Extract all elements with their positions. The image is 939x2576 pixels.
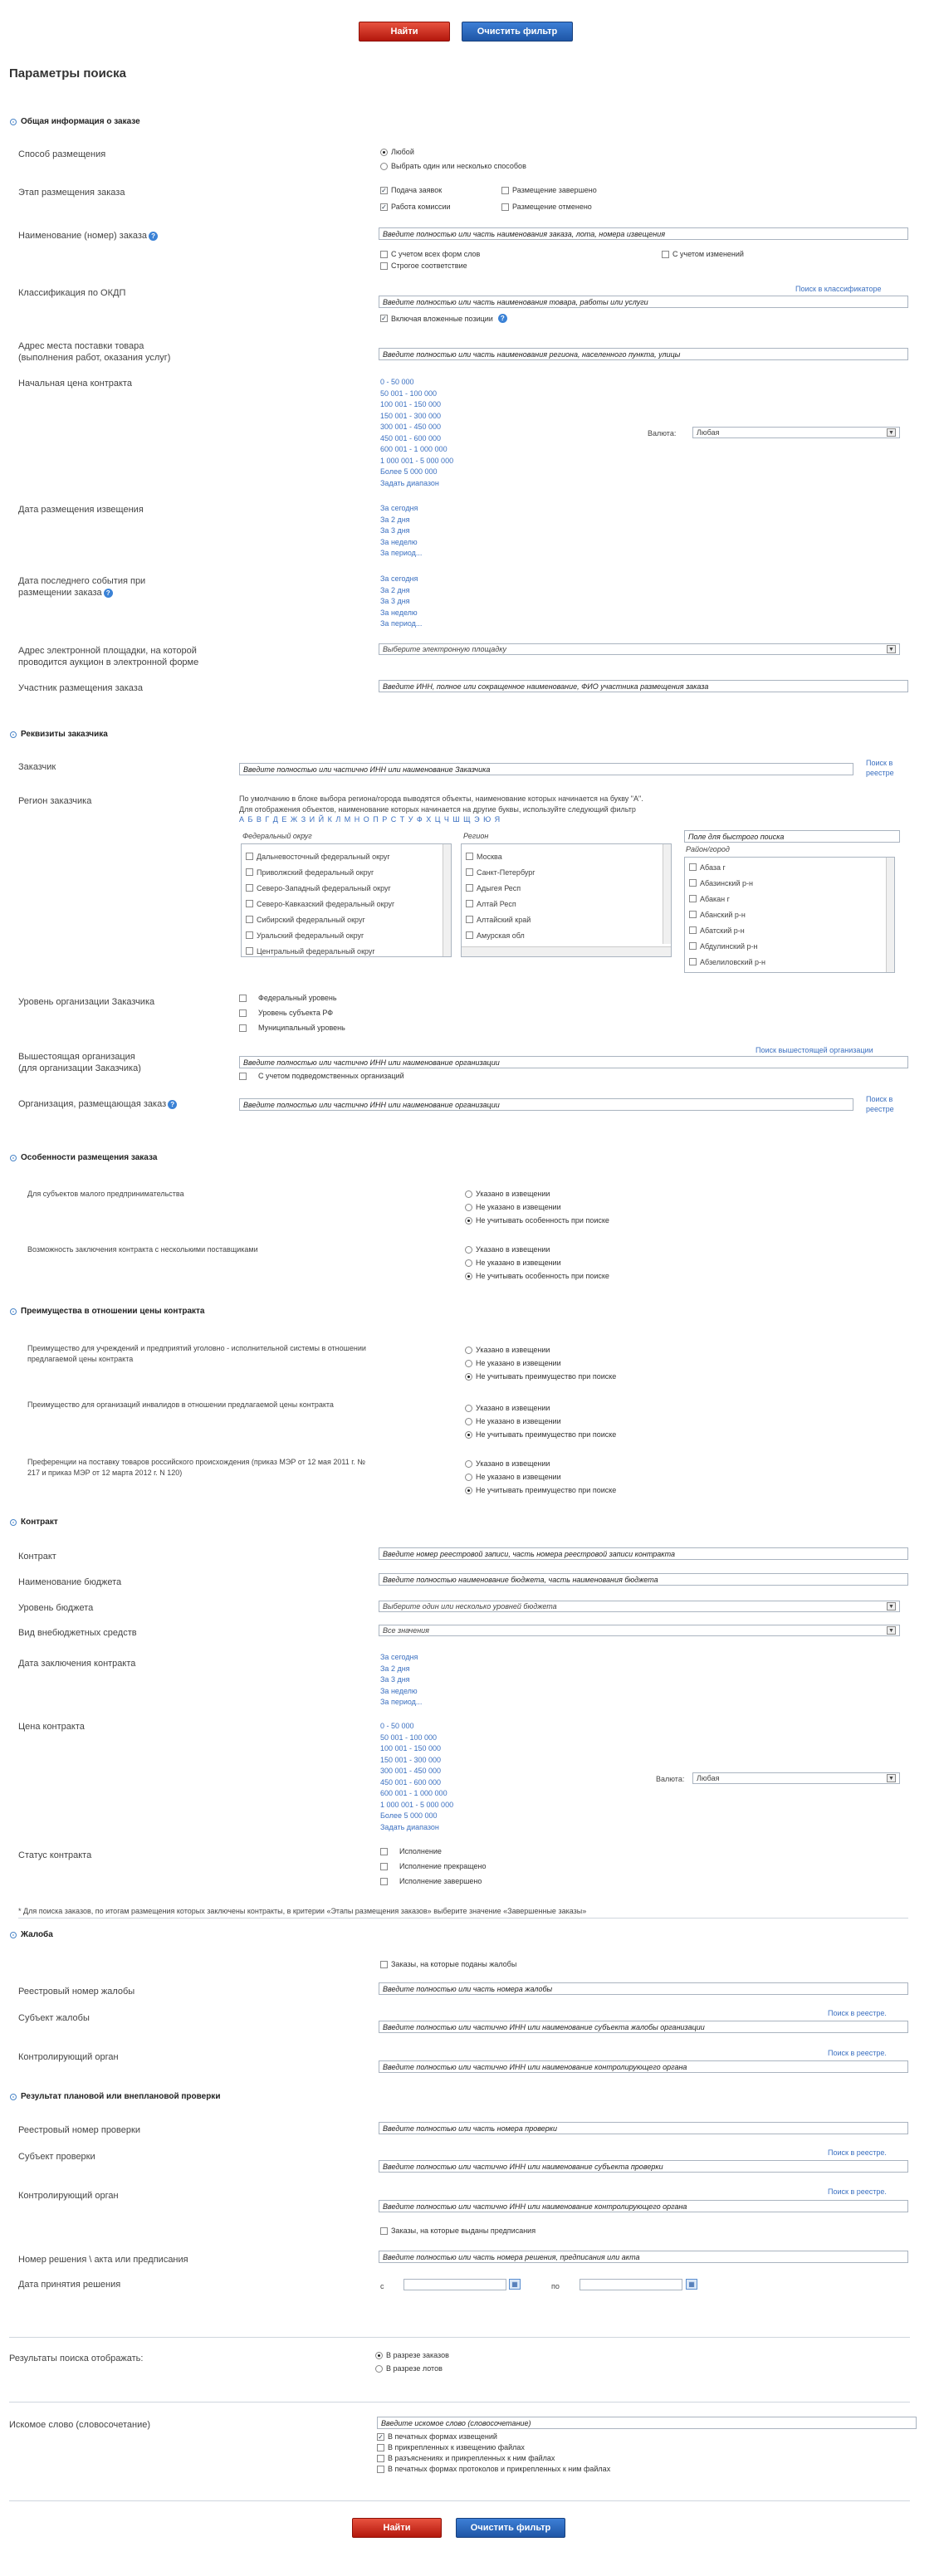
range-link[interactable]: За неделю (380, 1686, 418, 1695)
customer-label: Заказчик (18, 762, 56, 772)
strict-match-checkbox[interactable]: Строгое соответствие (380, 262, 467, 270)
option-radio[interactable]: Не учитывать особенность при поиске (465, 1269, 609, 1283)
chevron-down-icon: ▼ (887, 1602, 896, 1611)
complaint-authority-label: Контролирующий орган (18, 2052, 119, 2062)
participant-label: Участник размещения заказа (18, 683, 143, 693)
region-label: Регион заказчика (18, 796, 92, 806)
penal-advantage-radios (465, 1343, 616, 1383)
divider (9, 2500, 910, 2501)
complaint-authority-registry-link[interactable]: Поиск в реестре. (828, 2049, 887, 2057)
calendar-icon[interactable]: ▦ (509, 2279, 521, 2290)
extra-budget-label: Вид внебюджетных средств (18, 1628, 137, 1638)
keyword-label: Искомое слово (словосочетание) (9, 2420, 151, 2430)
collapse-icon: - (10, 1308, 17, 1315)
extra-budget-select[interactable]: Все значения ▼ (379, 1625, 900, 1636)
stage-cancelled-checkbox[interactable]: Размещение отменено (501, 203, 592, 211)
price-range-list (380, 377, 453, 489)
level-municipal-checkbox[interactable]: Муниципальный уровень (239, 1024, 345, 1032)
region-note-2: Для отображения объектов, наименование которых начинается на другие буквы, используйте следующий фильтр (239, 805, 636, 814)
region-item[interactable]: Москва (462, 848, 671, 864)
option-radio[interactable]: Не указано в извещении (465, 1415, 616, 1428)
chevron-down-icon: ▼ (887, 428, 896, 437)
complaint-subject-label: Субъект жалобы (18, 2013, 90, 2023)
find-button-top[interactable]: Найти (359, 22, 450, 42)
section-inspection-header[interactable]: - Результат плановой или внеплановой проверки (10, 2092, 220, 2101)
section-advantages-header[interactable]: - Преимущества в отношении цены контракта (10, 1307, 204, 1316)
range-link[interactable]: 450 001 - 600 000 (380, 1777, 442, 1787)
order-name-label: Наименование (номер) заказа ? (18, 231, 158, 241)
option-radio[interactable]: Указано в извещении (465, 1457, 616, 1470)
option-radio[interactable]: Указано в извещении (465, 1401, 616, 1415)
region-list[interactable] (461, 843, 672, 957)
scrollbar[interactable] (663, 844, 671, 944)
placement-any-radio[interactable]: Любой (380, 148, 414, 156)
city-item[interactable]: Абаза г (685, 859, 894, 875)
placement-select-radio[interactable]: Выбрать один или несколько способов (380, 162, 526, 170)
inspection-authority-label: Контролирующий орган (18, 2191, 119, 2201)
inspection-number-input[interactable]: Введите полностью или часть номера проверки (379, 2122, 908, 2134)
participant-input[interactable]: Введите ИНН, полное или сокращенное наименование, ФИО участника размещения заказа (379, 680, 908, 692)
horizontal-scrollbar[interactable] (462, 946, 671, 956)
divider (9, 2337, 910, 2338)
status-completed-checkbox[interactable]: Исполнение завершено (380, 1877, 482, 1885)
federal-district-header: Федеральный округ (242, 832, 312, 840)
region-item[interactable]: Амурская обл (462, 927, 671, 943)
city-item[interactable]: Абанский р-н (685, 907, 894, 922)
city-item[interactable]: Абзелиловский р-н (685, 954, 894, 970)
page-title: Параметры поиска (9, 66, 126, 81)
range-link[interactable]: За период... (380, 1698, 423, 1706)
help-icon[interactable]: ? (168, 1100, 177, 1109)
customer-registry-link[interactable]: Поиск в реестре (866, 759, 894, 777)
range-link[interactable]: За период... (380, 619, 423, 628)
contract-label: Контракт (18, 1552, 56, 1562)
clear-filter-button-top[interactable]: Очистить фильтр (462, 22, 573, 42)
range-link[interactable]: За сегодня (380, 1653, 418, 1661)
range-link[interactable]: За 2 дня (380, 515, 410, 524)
currency-label-2: Валюта: (656, 1775, 685, 1783)
range-link[interactable]: За неделю (380, 608, 418, 617)
address-label: Адрес места поставки товара (выполнения работ, оказания услуг) (18, 341, 171, 363)
inspection-subject-input[interactable]: Введите полностью или частично ИНН или наименование субъекта проверки (379, 2160, 908, 2173)
city-item[interactable]: Абдулинский р-н (685, 938, 894, 954)
collapse-icon: - (10, 1519, 17, 1526)
budget-level-label: Уровень бюджета (18, 1603, 94, 1613)
alphabet-filter[interactable]: А Б В Г Д Е Ж З И Й К Л М Н О П Р С Т У Ф Х Ц Ч Ш Щ Э Ю Я (239, 815, 501, 824)
city-item[interactable]: Абатский р-н (685, 922, 894, 938)
federal-district-item[interactable]: Приволжский федеральный округ (242, 864, 451, 880)
stage-commission-checkbox[interactable]: ✓ Работа комиссии (381, 203, 451, 211)
inspection-authority-input[interactable]: Введите полностью или частично ИНН или наименование контролирующего органа (379, 2200, 908, 2212)
option-radio[interactable]: Указано в извещении (465, 1243, 609, 1256)
range-link[interactable]: 600 001 - 1 000 000 (380, 445, 447, 453)
date-to-label: по (551, 2282, 560, 2290)
budget-level-select[interactable]: Выберите один или несколько уровней бюджета ▼ (379, 1601, 900, 1612)
option-radio[interactable]: Не указано в извещении (465, 1200, 609, 1214)
contract-status-label: Статус контракта (18, 1850, 92, 1860)
option-radio[interactable]: Не учитывать особенность при поиске (465, 1214, 609, 1227)
currency-select[interactable]: Любая ▼ (692, 427, 900, 438)
range-link[interactable]: За 3 дня (380, 597, 410, 605)
kw-protocols-checkbox[interactable]: В печатных формах протоколов и прикрепленных к ним файлах (377, 2465, 610, 2473)
collapse-icon: - (10, 1932, 17, 1938)
clear-filter-button-bottom[interactable]: Очистить фильтр (456, 2518, 565, 2538)
chevron-down-icon: ▼ (887, 1626, 896, 1635)
range-link[interactable]: Задать диапазон (380, 1822, 439, 1831)
superior-org-label: Вышестоящая организация (для организации Заказчика) (18, 1052, 141, 1073)
small-business-label: Для субъектов малого предпринимательства (27, 1190, 184, 1198)
complaint-subject-input[interactable]: Введите полностью или частично ИНН или наименование субъекта жалобы организации (379, 2021, 908, 2033)
budget-name-input[interactable]: Введите полностью наименование бюджета, часть наименования бюджета (379, 1573, 908, 1586)
date-from-label: с (380, 2282, 384, 2290)
all-word-forms-checkbox[interactable]: С учетом всех форм слов (380, 250, 480, 258)
city-item[interactable]: Абакан г (685, 891, 894, 907)
multi-supplier-label: Возможность заключения контракта с несколькими поставщиками (27, 1245, 258, 1254)
prescriptions-only-checkbox[interactable]: Заказы, на которые выданы предписания (380, 2227, 536, 2235)
federal-district-list[interactable] (241, 843, 452, 957)
calendar-icon[interactable]: ▦ (686, 2279, 697, 2290)
address-input[interactable]: Введите полностью или часть наименования региона, населенного пункта, улицы (379, 348, 908, 360)
federal-district-item[interactable]: Центральный федеральный округ (242, 943, 451, 957)
chevron-down-icon: ▼ (887, 645, 896, 653)
russian-goods-label: Преференции на поставку товаров российского происхождения (приказ МЭР от 12 мая 2011 г. № 217 и приказ МЭР от 12 марта 2012 г. N 120) (27, 1458, 366, 1477)
superior-org-input[interactable]: Введите полностью или частично ИНН или наименование организации (239, 1056, 908, 1068)
last-event-label: Дата последнего события при размещении заказа ? (18, 576, 146, 598)
region-column-header: Регион (463, 832, 489, 840)
range-link[interactable]: 100 001 - 150 000 (380, 400, 442, 408)
inspection-authority-registry-link[interactable]: Поиск в реестре. (828, 2187, 887, 2196)
inspection-number-label: Реестровый номер проверки (18, 2125, 140, 2135)
option-radio[interactable]: Не указано в извещении (465, 1256, 609, 1269)
currency-label: Валюта: (648, 429, 677, 437)
range-link[interactable]: 50 001 - 100 000 (380, 1733, 438, 1742)
small-business-radios (465, 1187, 609, 1227)
section-features-header[interactable]: - Особенности размещения заказа (10, 1153, 157, 1162)
range-link[interactable]: За сегодня (380, 504, 418, 512)
org-level-label: Уровень организации Заказчика (18, 997, 155, 1007)
keyword-input[interactable]: Введите искомое слово (словосочетание) (377, 2417, 917, 2429)
chevron-down-icon: ▼ (887, 1774, 896, 1782)
kw-attached-files-checkbox[interactable]: В прикрепленных к извещению файлах (377, 2443, 525, 2451)
range-link[interactable]: 300 001 - 450 000 (380, 1767, 442, 1775)
order-name-input[interactable]: Введите полностью или часть наименования заказа, лота, номера извещения (379, 227, 908, 240)
federal-district-item[interactable]: Северо-Западный федеральный округ (242, 880, 451, 896)
collapse-icon: - (10, 119, 17, 125)
penal-advantage-label: Преимущество для учреждений и предприятий уголовно - исполнительной системы в отношении предлагаемой цены контракта (27, 1344, 366, 1363)
level-subject-checkbox[interactable]: Уровень субъекта РФ (239, 1009, 333, 1017)
contract-date-label: Дата заключения контракта (18, 1659, 136, 1669)
help-icon[interactable]: ? (498, 314, 507, 323)
currency-select-2[interactable]: Любая ▼ (692, 1772, 900, 1784)
range-link[interactable]: 450 001 - 600 000 (380, 433, 442, 442)
range-link[interactable]: 1 000 001 - 5 000 000 (380, 456, 454, 465)
status-execution-checkbox[interactable]: Исполнение (380, 1847, 442, 1855)
start-price-label: Начальная цена контракта (18, 379, 132, 389)
subordinate-orgs-checkbox[interactable]: С учетом подведомственных организаций (239, 1072, 404, 1080)
region-item[interactable]: Алтайский край (462, 912, 671, 927)
stage-label: Этап размещения заказа (18, 188, 125, 198)
last-event-periods (380, 574, 422, 630)
decision-number-input[interactable]: Введите полностью или часть номера решения, предписания или акта (379, 2251, 908, 2263)
option-radio[interactable]: Не учитывать преимущество при поиске (465, 1370, 616, 1383)
option-radio[interactable]: Не указано в извещении (465, 1356, 616, 1370)
option-radio[interactable]: Не учитывать преимущество при поиске (465, 1428, 616, 1441)
nested-positions-checkbox[interactable]: ✓ Включая вложенные позиции ? (380, 314, 507, 323)
level-federal-checkbox[interactable]: Федеральный уровень (239, 994, 337, 1002)
collapse-icon: - (10, 2094, 17, 2100)
range-link[interactable]: 0 - 50 000 (380, 378, 414, 386)
range-link[interactable]: 150 001 - 300 000 (380, 411, 442, 420)
collapse-icon: - (10, 731, 17, 738)
region-item[interactable]: Алтай Респ (462, 896, 671, 912)
divider (18, 1918, 908, 1919)
russian-goods-radios (465, 1457, 616, 1497)
help-icon[interactable]: ? (104, 589, 113, 598)
inspection-subject-label: Субъект проверки (18, 2152, 95, 2162)
complaint-subject-registry-link[interactable]: Поиск в реестре. (828, 2009, 887, 2017)
superior-org-search-link[interactable]: Поиск вышестоящей организации (756, 1046, 873, 1054)
classifier-search-link[interactable]: Поиск в классификаторе (795, 285, 882, 293)
help-icon[interactable]: ? (149, 232, 158, 241)
contract-price-list (380, 1721, 453, 1833)
complaint-number-label: Реестровый номер жалобы (18, 1987, 135, 1997)
customer-input[interactable]: Введите полностью или частично ИНН или наименование Заказчика (239, 763, 853, 775)
placer-org-label: Организация, размещающая заказ ? (18, 1099, 177, 1109)
federal-district-item[interactable]: Дальневосточный федеральный округ (242, 848, 451, 864)
contract-footnote: * Для поиска заказов, по итогам размещения которых заключены контракты, в критерии «Этапы размещения заказов» выберите значение «Завершенные заказы» (18, 1907, 587, 1915)
display-results-label: Результаты поиска отображать: (9, 2354, 144, 2363)
range-link[interactable]: Более 5 000 000 (380, 1811, 438, 1820)
multi-supplier-radios (465, 1243, 609, 1283)
date-from-input[interactable] (403, 2279, 506, 2290)
stage-bids-checkbox[interactable]: ✓ Подача заявок (381, 186, 443, 194)
complaint-number-input[interactable]: Введите полностью или часть номера жалобы (379, 1982, 908, 1995)
decision-number-label: Номер решения \ акта или предписания (18, 2255, 188, 2265)
city-column-header: Район/город (686, 845, 730, 853)
publish-date-periods (380, 503, 422, 560)
collapse-icon: - (10, 1155, 17, 1161)
status-terminated-checkbox[interactable]: Исполнение прекращено (380, 1862, 487, 1870)
federal-district-item[interactable]: Северо-Кавказский федеральный округ (242, 896, 451, 912)
platform-label: Адрес электронной площадки, на которой проводится аукцион в электронной форме (18, 646, 199, 667)
inspection-subject-registry-link[interactable]: Поиск в реестре. (828, 2148, 887, 2157)
display-orders-radio[interactable]: В разрезе заказов (375, 2351, 449, 2359)
kw-print-forms-checkbox[interactable]: ✓ В печатных формах извещений (378, 2432, 497, 2441)
city-item[interactable]: Абазинский р-н (685, 875, 894, 891)
section-general-header[interactable]: - Общая информация о заказе (10, 117, 140, 126)
placement-method-label: Способ размещения (18, 149, 106, 159)
section-contract-header[interactable]: - Контракт (10, 1518, 58, 1527)
contract-date-periods (380, 1652, 422, 1708)
range-link[interactable]: За 2 дня (380, 585, 410, 594)
date-to-input[interactable] (580, 2279, 682, 2290)
placer-org-input[interactable]: Введите полностью или частично ИНН или наименование организации (239, 1098, 853, 1111)
range-link[interactable]: 1 000 001 - 5 000 000 (380, 1800, 454, 1809)
complaints-only-checkbox[interactable]: Заказы, на которые поданы жалобы (380, 1960, 516, 1968)
contract-price-label: Цена контракта (18, 1722, 85, 1732)
with-changes-checkbox[interactable]: С учетом изменений (662, 250, 744, 258)
range-link[interactable]: Более 5 000 000 (380, 467, 438, 476)
scrollbar[interactable] (886, 858, 894, 972)
stage-completed-checkbox[interactable]: Размещение завершено (501, 186, 597, 194)
range-link[interactable]: За сегодня (380, 574, 418, 583)
display-lots-radio[interactable]: В разрезе лотов (375, 2364, 443, 2373)
range-link[interactable]: 150 001 - 300 000 (380, 1755, 442, 1764)
section-complaint-header[interactable]: - Жалоба (10, 1930, 53, 1939)
range-link[interactable]: За 2 дня (380, 1664, 410, 1673)
kw-clarifications-checkbox[interactable]: В разъяснениях и прикрепленных к ним файлах (377, 2454, 555, 2462)
option-radio[interactable]: Не учитывать преимущество при поиске (465, 1484, 616, 1497)
budget-name-label: Наименование бюджета (18, 1577, 122, 1587)
find-button-bottom[interactable]: Найти (352, 2518, 442, 2538)
placer-registry-link[interactable]: Поиск в реестре (866, 1095, 894, 1113)
option-radio[interactable]: Не указано в извещении (465, 1470, 616, 1484)
quick-search-input[interactable]: Поле для быстрого поиска (684, 830, 900, 843)
range-link[interactable]: За неделю (380, 537, 418, 546)
contract-input[interactable]: Введите номер реестровой записи, часть номера реестровой записи контракта (379, 1547, 908, 1560)
section-customer-header[interactable]: - Реквизиты заказчика (10, 730, 108, 739)
region-item[interactable]: Адыгея Респ (462, 880, 671, 896)
option-radio[interactable]: Указано в извещении (465, 1187, 609, 1200)
decision-date-label: Дата принятия решения (18, 2280, 121, 2290)
complaint-authority-input[interactable]: Введите полностью или частично ИНН или наименование контролирующего органа (379, 2060, 908, 2073)
range-link[interactable]: 600 001 - 1 000 000 (380, 1789, 447, 1797)
federal-district-item[interactable]: Сибирский федеральный округ (242, 912, 451, 927)
publish-date-label: Дата размещения извещения (18, 505, 144, 515)
range-link[interactable]: 300 001 - 450 000 (380, 423, 442, 431)
federal-district-item[interactable]: Уральский федеральный округ (242, 927, 451, 943)
disabled-advantage-label: Преимущество для организаций инвалидов в отношении предлагаемой цены контракта (27, 1400, 334, 1409)
range-link[interactable]: 0 - 50 000 (380, 1722, 414, 1730)
region-note-1: По умолчанию в блоке выбора региона/города выводятся объекты, наименование которых начинается на букву "А". (239, 794, 643, 803)
okdp-input[interactable]: Введите полностью или часть наименования товара, работы или услуги (379, 296, 908, 308)
region-item[interactable]: Санкт-Петербург (462, 864, 671, 880)
range-link[interactable]: Задать диапазон (380, 478, 439, 487)
scrollbar[interactable] (443, 844, 451, 956)
okdp-label: Классификация по ОКДП (18, 288, 126, 298)
platform-select[interactable]: Выберите электронную площадку ▼ (379, 643, 900, 655)
range-link[interactable]: 50 001 - 100 000 (380, 389, 438, 398)
range-link[interactable]: За 3 дня (380, 1675, 410, 1684)
range-link[interactable]: За период... (380, 549, 423, 557)
city-list[interactable] (684, 857, 895, 973)
range-link[interactable]: За 3 дня (380, 526, 410, 535)
option-radio[interactable]: Указано в извещении (465, 1343, 616, 1356)
range-link[interactable]: 100 001 - 150 000 (380, 1744, 442, 1752)
disabled-advantage-radios (465, 1401, 616, 1441)
